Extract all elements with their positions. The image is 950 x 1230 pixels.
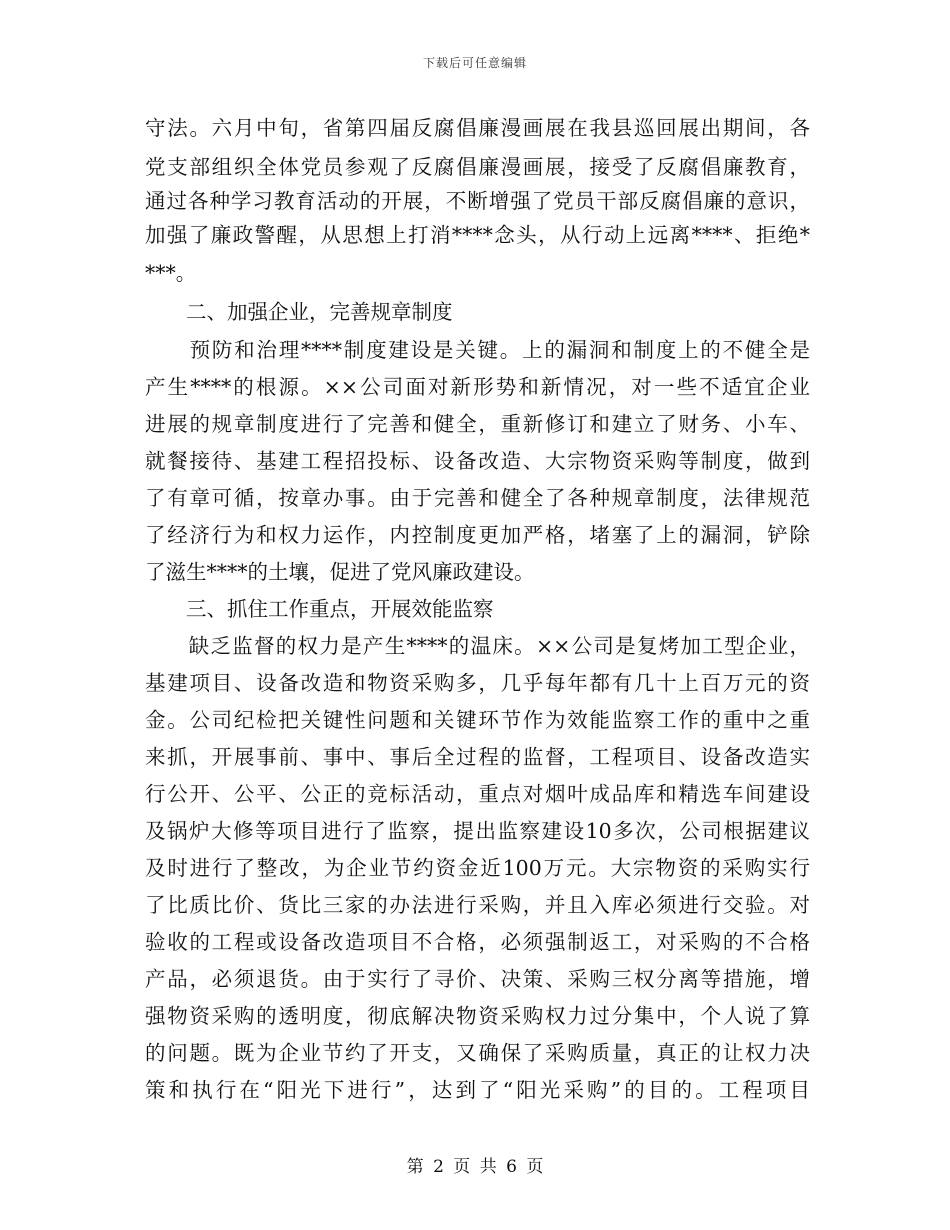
body-line: 及时进行了整改，为企业节约资金近100万元。大宗物资的采购实行 — [145, 856, 810, 880]
body-line: 产生****的根源。××公司面对新形势和新情况，对一些不适宜企业 — [145, 375, 810, 399]
body-line: 党支部组织全体党员参观了反腐倡廉漫画展，接受了反腐倡廉教育， — [145, 155, 810, 179]
page-number: 第 2 页 共 6 页 — [406, 1157, 544, 1177]
body-line: 了有章可循，按章办事。由于完善和健全了各种规章制度，法律规范 — [145, 486, 810, 510]
page-header: 下载后可任意编辑 — [422, 56, 527, 70]
body-line: 通过各种学习教育活动的开展，不断增强了党员干部反腐倡廉的意识， — [145, 189, 810, 213]
body-line: 产品，必须退货。由于实行了寻价、决策、采购三权分离等措施，增 — [145, 967, 810, 991]
body-line: 基建项目、设备改造和物资采购多，几乎每年都有几十上百万元的资 — [145, 671, 810, 695]
body-line: 及锅炉大修等项目进行了监察，提出监察建设10多次，公司根据建议 — [145, 819, 810, 843]
section-heading: 二、加强企业，完善规章制度 — [145, 300, 453, 324]
body-line: 的问题。既为企业节约了开支，又确保了采购质量，真正的让权力决 — [145, 1041, 810, 1065]
body-line: 验收的工程或设备改造项目不合格，必须强制返工，对采购的不合格 — [145, 930, 810, 954]
body-line: 进展的规章制度进行了完善和健全，重新修订和建立了财务、小车、 — [145, 412, 810, 436]
body-line: 守法。六月中旬，省第四届反腐倡廉漫画展在我县巡回展出期间，各 — [145, 116, 810, 140]
body-line: 缺乏监督的权力是产生****的温床。××公司是复烤加工型企业， — [145, 634, 810, 658]
body-line: 了滋生****的土壤，促进了党风廉政建设。 — [145, 560, 535, 584]
body-line: 就餐接待、基建工程招投标、设备改造、大宗物资采购等制度，做到 — [145, 449, 810, 473]
body-line: 加强了廉政警醒，从思想上打消****念头，从行动上远离****、拒绝* — [145, 223, 810, 247]
body-line: 金。公司纪检把关键性问题和关键环节作为效能监察工作的重中之重 — [145, 708, 810, 732]
body-line: 强物资采购的透明度，彻底解决物资采购权力过分集中，个人说了算 — [145, 1004, 810, 1028]
body-line: 预防和治理****制度建设是关键。上的漏洞和制度上的不健全是 — [145, 338, 810, 362]
body-line: 来抓，开展事前、事中、事后全过程的监督，工程项目、设备改造实 — [145, 745, 810, 769]
section-heading: 三、抓住工作重点，开展效能监察 — [145, 597, 494, 621]
body-line: 策和执行在“阳光下进行”，达到了“阳光采购”的目的。工程项目 — [145, 1078, 810, 1102]
body-line: 行公开、公平、公正的竞标活动，重点对烟叶成品库和精选车间建设 — [145, 782, 810, 806]
body-line: 了比质比价、货比三家的办法进行采购，并且入库必须进行交验。对 — [145, 893, 810, 917]
body-line: 了经济行为和权力运作，内控制度更加严格，堵塞了上的漏洞，铲除 — [145, 523, 810, 547]
body-line: ***。 — [145, 261, 197, 285]
